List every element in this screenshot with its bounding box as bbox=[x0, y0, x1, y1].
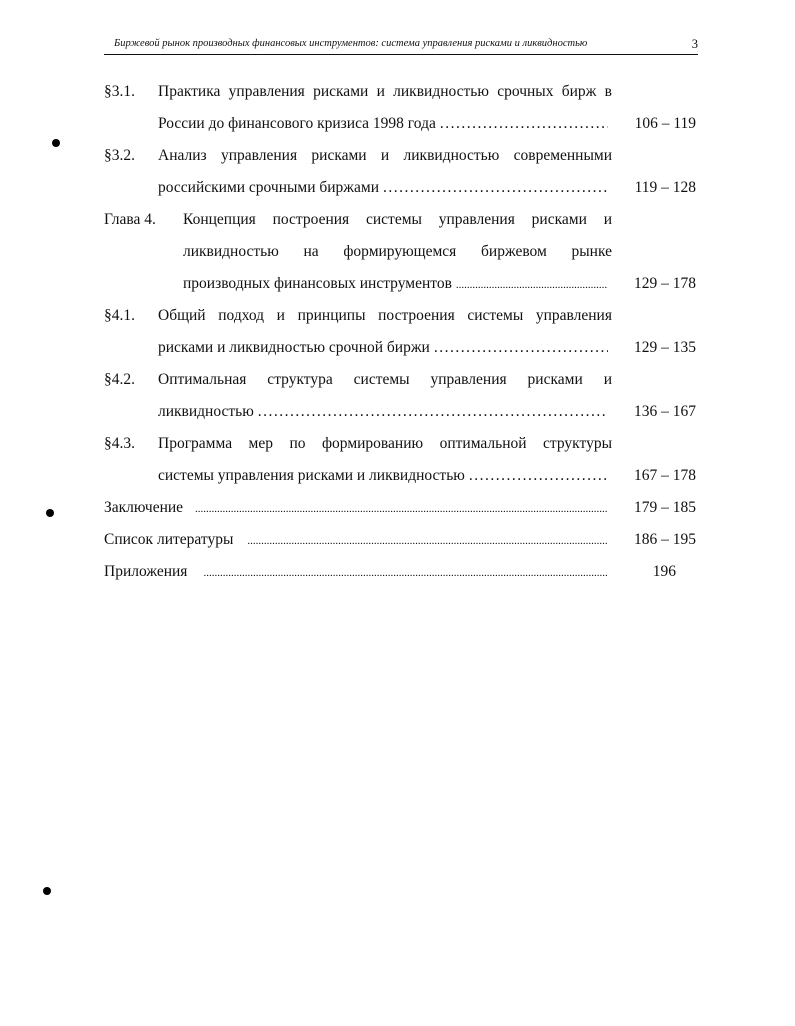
toc-entry-title: Программа мер по формированию оптимальной структуры bbox=[158, 435, 612, 452]
toc-entry-title-cont: рисками и ликвидностью срочной биржи bbox=[158, 339, 430, 356]
toc-entry-title: Практика управления рисками и ликвидностью срочных бирж в bbox=[158, 83, 612, 100]
toc-entry-pages: 179 – 185 bbox=[634, 499, 696, 516]
toc-entry-leader-line bbox=[183, 274, 610, 295]
toc-conclusion: Заключение bbox=[104, 499, 184, 516]
dot-leader bbox=[434, 338, 608, 358]
toc-entry-leader-line bbox=[158, 178, 610, 198]
toc-entry-pages: 196 bbox=[652, 563, 676, 580]
dot-leader bbox=[469, 466, 608, 486]
toc-entry-pages: 186 – 195 bbox=[634, 531, 696, 548]
toc-entry-leader-line bbox=[158, 466, 610, 486]
toc-entry-leader-line bbox=[104, 562, 610, 583]
dot-leader bbox=[440, 114, 608, 134]
running-header bbox=[104, 36, 698, 55]
toc-entry-pages: 129 – 135 bbox=[634, 339, 696, 356]
dot-leader bbox=[383, 178, 608, 198]
toc-entry-leader-line bbox=[158, 114, 610, 134]
toc-chapter-title-end: производных финансовых инструментов bbox=[183, 275, 452, 292]
toc-entry-pages: 106 – 119 bbox=[634, 115, 696, 132]
toc-entry-title-cont: системы управления рисками и ликвидностью bbox=[158, 467, 465, 484]
toc-entry-number: §4.2. bbox=[104, 371, 135, 388]
header-title: Биржевой рынок производных финансовых инструментов: система управления рисками и ликвидностью bbox=[114, 38, 588, 49]
scan-punch-mark bbox=[46, 509, 54, 517]
toc-entry-title: Анализ управления рисками и ликвидностью современными bbox=[158, 147, 612, 164]
toc-entry-leader-line bbox=[158, 402, 610, 422]
toc-appendices: Приложения bbox=[104, 563, 188, 580]
toc-chapter-title: Концепция построения системы управления рисками и bbox=[183, 211, 612, 228]
toc-entry-leader-line bbox=[104, 498, 610, 519]
toc-entry-pages: 129 – 178 bbox=[634, 275, 696, 292]
toc-entry-number: §3.2. bbox=[104, 147, 135, 164]
toc-entry-title-cont: российскими срочными биржами bbox=[158, 179, 380, 196]
dot-leader bbox=[195, 499, 608, 519]
dot-leader bbox=[247, 531, 608, 551]
toc-entry-pages: 119 – 128 bbox=[634, 179, 696, 196]
toc-references: Список литературы bbox=[104, 531, 234, 548]
toc-chapter-title-cont: ликвидностью на формирующемся биржевом рынке bbox=[183, 243, 612, 260]
toc-entry-title: Оптимальная структура системы управления рисками и bbox=[158, 371, 612, 388]
toc-entry-title-cont: ликвидностью bbox=[158, 403, 254, 420]
toc-entry-leader-line bbox=[158, 338, 610, 358]
toc-entry-number: §3.1. bbox=[104, 83, 135, 100]
scan-punch-mark bbox=[43, 887, 51, 895]
toc-entry-pages: 136 – 167 bbox=[634, 403, 696, 420]
toc-chapter-number: Глава 4. bbox=[104, 211, 156, 228]
dot-leader bbox=[456, 275, 608, 295]
dot-leader bbox=[203, 563, 608, 583]
scan-punch-mark bbox=[52, 139, 60, 147]
toc-entry-title: Общий подход и принципы построения системы управления bbox=[158, 307, 612, 324]
toc-entry-title-cont: России до финансового кризиса 1998 года bbox=[158, 115, 436, 132]
toc-entry-pages: 167 – 178 bbox=[634, 467, 696, 484]
toc-entry-number: §4.1. bbox=[104, 307, 135, 324]
toc-entry-leader-line bbox=[104, 530, 610, 551]
toc-entry-number: §4.3. bbox=[104, 435, 135, 452]
dot-leader bbox=[258, 402, 608, 422]
page-number: 3 bbox=[691, 37, 698, 51]
